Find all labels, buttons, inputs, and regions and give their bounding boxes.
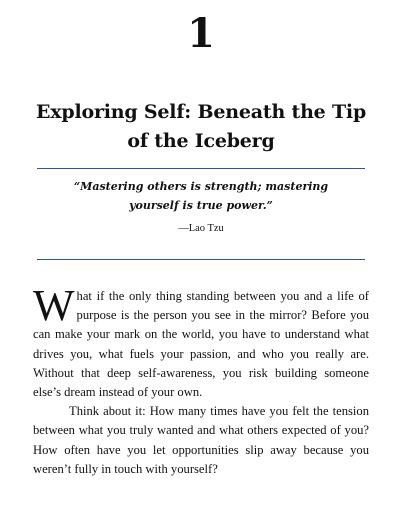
paragraph-1-text: hat if the only thing standing between you and a life of purpose is the person you see in the mirror? Before you can make your mark on the world, you have to understand what drives you, what fuels your passion, and who you really are. Without that deep self-awareness, you risk building someone else’s dream instead of your own. (33, 289, 369, 400)
divider-bottom (37, 259, 365, 260)
chapter-number: 1 (187, 10, 215, 57)
paragraph-1 (33, 281, 369, 402)
chapter-title: Exploring Self: Beneath the Tip of the Iceberg (35, 101, 367, 152)
divider-top (37, 168, 365, 169)
paragraph-2: Think about it: How many times have you felt the tension between what you truly wanted and what others expected of you? How often have you let opportunities slip away because you weren’t fully in touch with yourself? (33, 404, 369, 476)
body-text (33, 281, 369, 479)
drop-cap: W (33, 281, 75, 330)
epigraph-attribution: —Lao Tzu (178, 223, 224, 234)
epigraph-quote: “Mastering others is strength; mastering yourself is true power.” (73, 180, 329, 212)
